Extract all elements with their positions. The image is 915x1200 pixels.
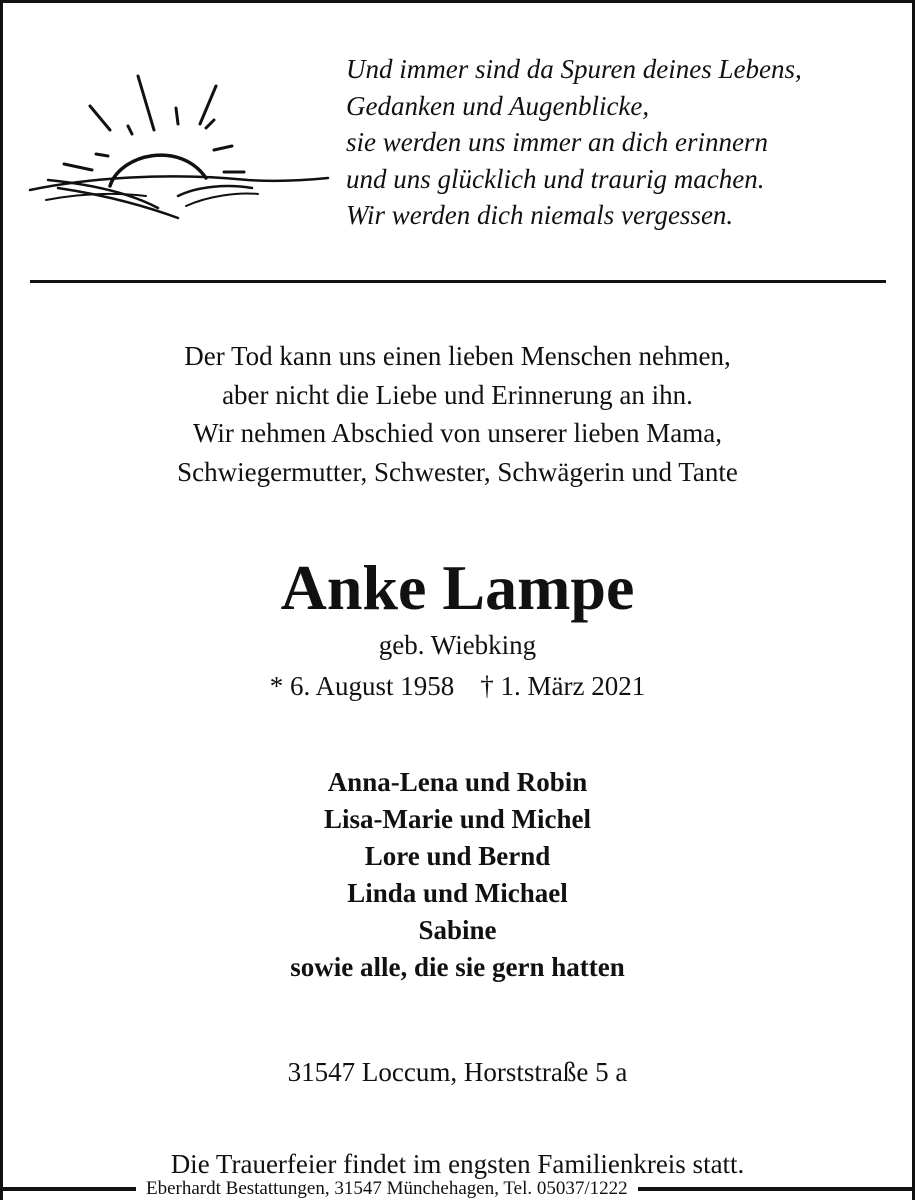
poem-line: Gedanken und Augenblicke, [346, 90, 650, 121]
mourner: Anna-Lena und Robin [327, 767, 588, 797]
intro-line: Wir nehmen Abschied von unserer lieben Mama, [192, 418, 722, 448]
birth-date: * 6. August 1958 [269, 671, 455, 701]
footer-bar-right [638, 1187, 915, 1191]
life-dates [0, 668, 915, 704]
mourner: Lisa-Marie und Michel [324, 804, 591, 834]
funeral-home-info: Eberhardt Bestattungen, 31547 Münchehagen, Tel. 05037/1222 [146, 1178, 628, 1199]
divider [30, 280, 886, 283]
mourner: Lore und Bernd [364, 841, 551, 871]
mourners-list [0, 764, 915, 986]
deceased-name: Anke Lampe [280, 552, 635, 623]
death-date: † 1. März 2021 [480, 671, 646, 701]
footer [0, 1178, 915, 1200]
address: 31547 Loccum, Horststraße 5 a [287, 1057, 628, 1087]
intro-text [0, 337, 915, 491]
mourner: Sabine [418, 915, 497, 945]
poem-line: Und immer sind da Spuren deines Lebens, [346, 54, 802, 84]
birth-name: geb. Wiebking [378, 630, 537, 660]
mourner: Linda und Michael [347, 878, 568, 908]
sunrise-icon [28, 68, 333, 223]
mourner: sowie alle, die sie gern hatten [290, 952, 625, 982]
poem-line: Wir werden dich niemals vergessen. [346, 200, 734, 230]
footer-bar-left [0, 1187, 136, 1191]
poem-line: sie werden uns immer an dich erinnern [346, 127, 768, 157]
intro-line: aber nicht die Liebe und Erinnerung an ihn. [222, 379, 693, 410]
poem-line: und uns glücklich und traurig machen. [346, 163, 765, 194]
service-note: Die Trauerfeier findet im engsten Familienkreis statt. [170, 1149, 745, 1179]
intro-line: Der Tod kann uns einen lieben Menschen nehmen, [184, 341, 731, 371]
intro-line: Schwiegermutter, Schwester, Schwägerin und Tante [177, 456, 738, 487]
poem [346, 51, 906, 234]
